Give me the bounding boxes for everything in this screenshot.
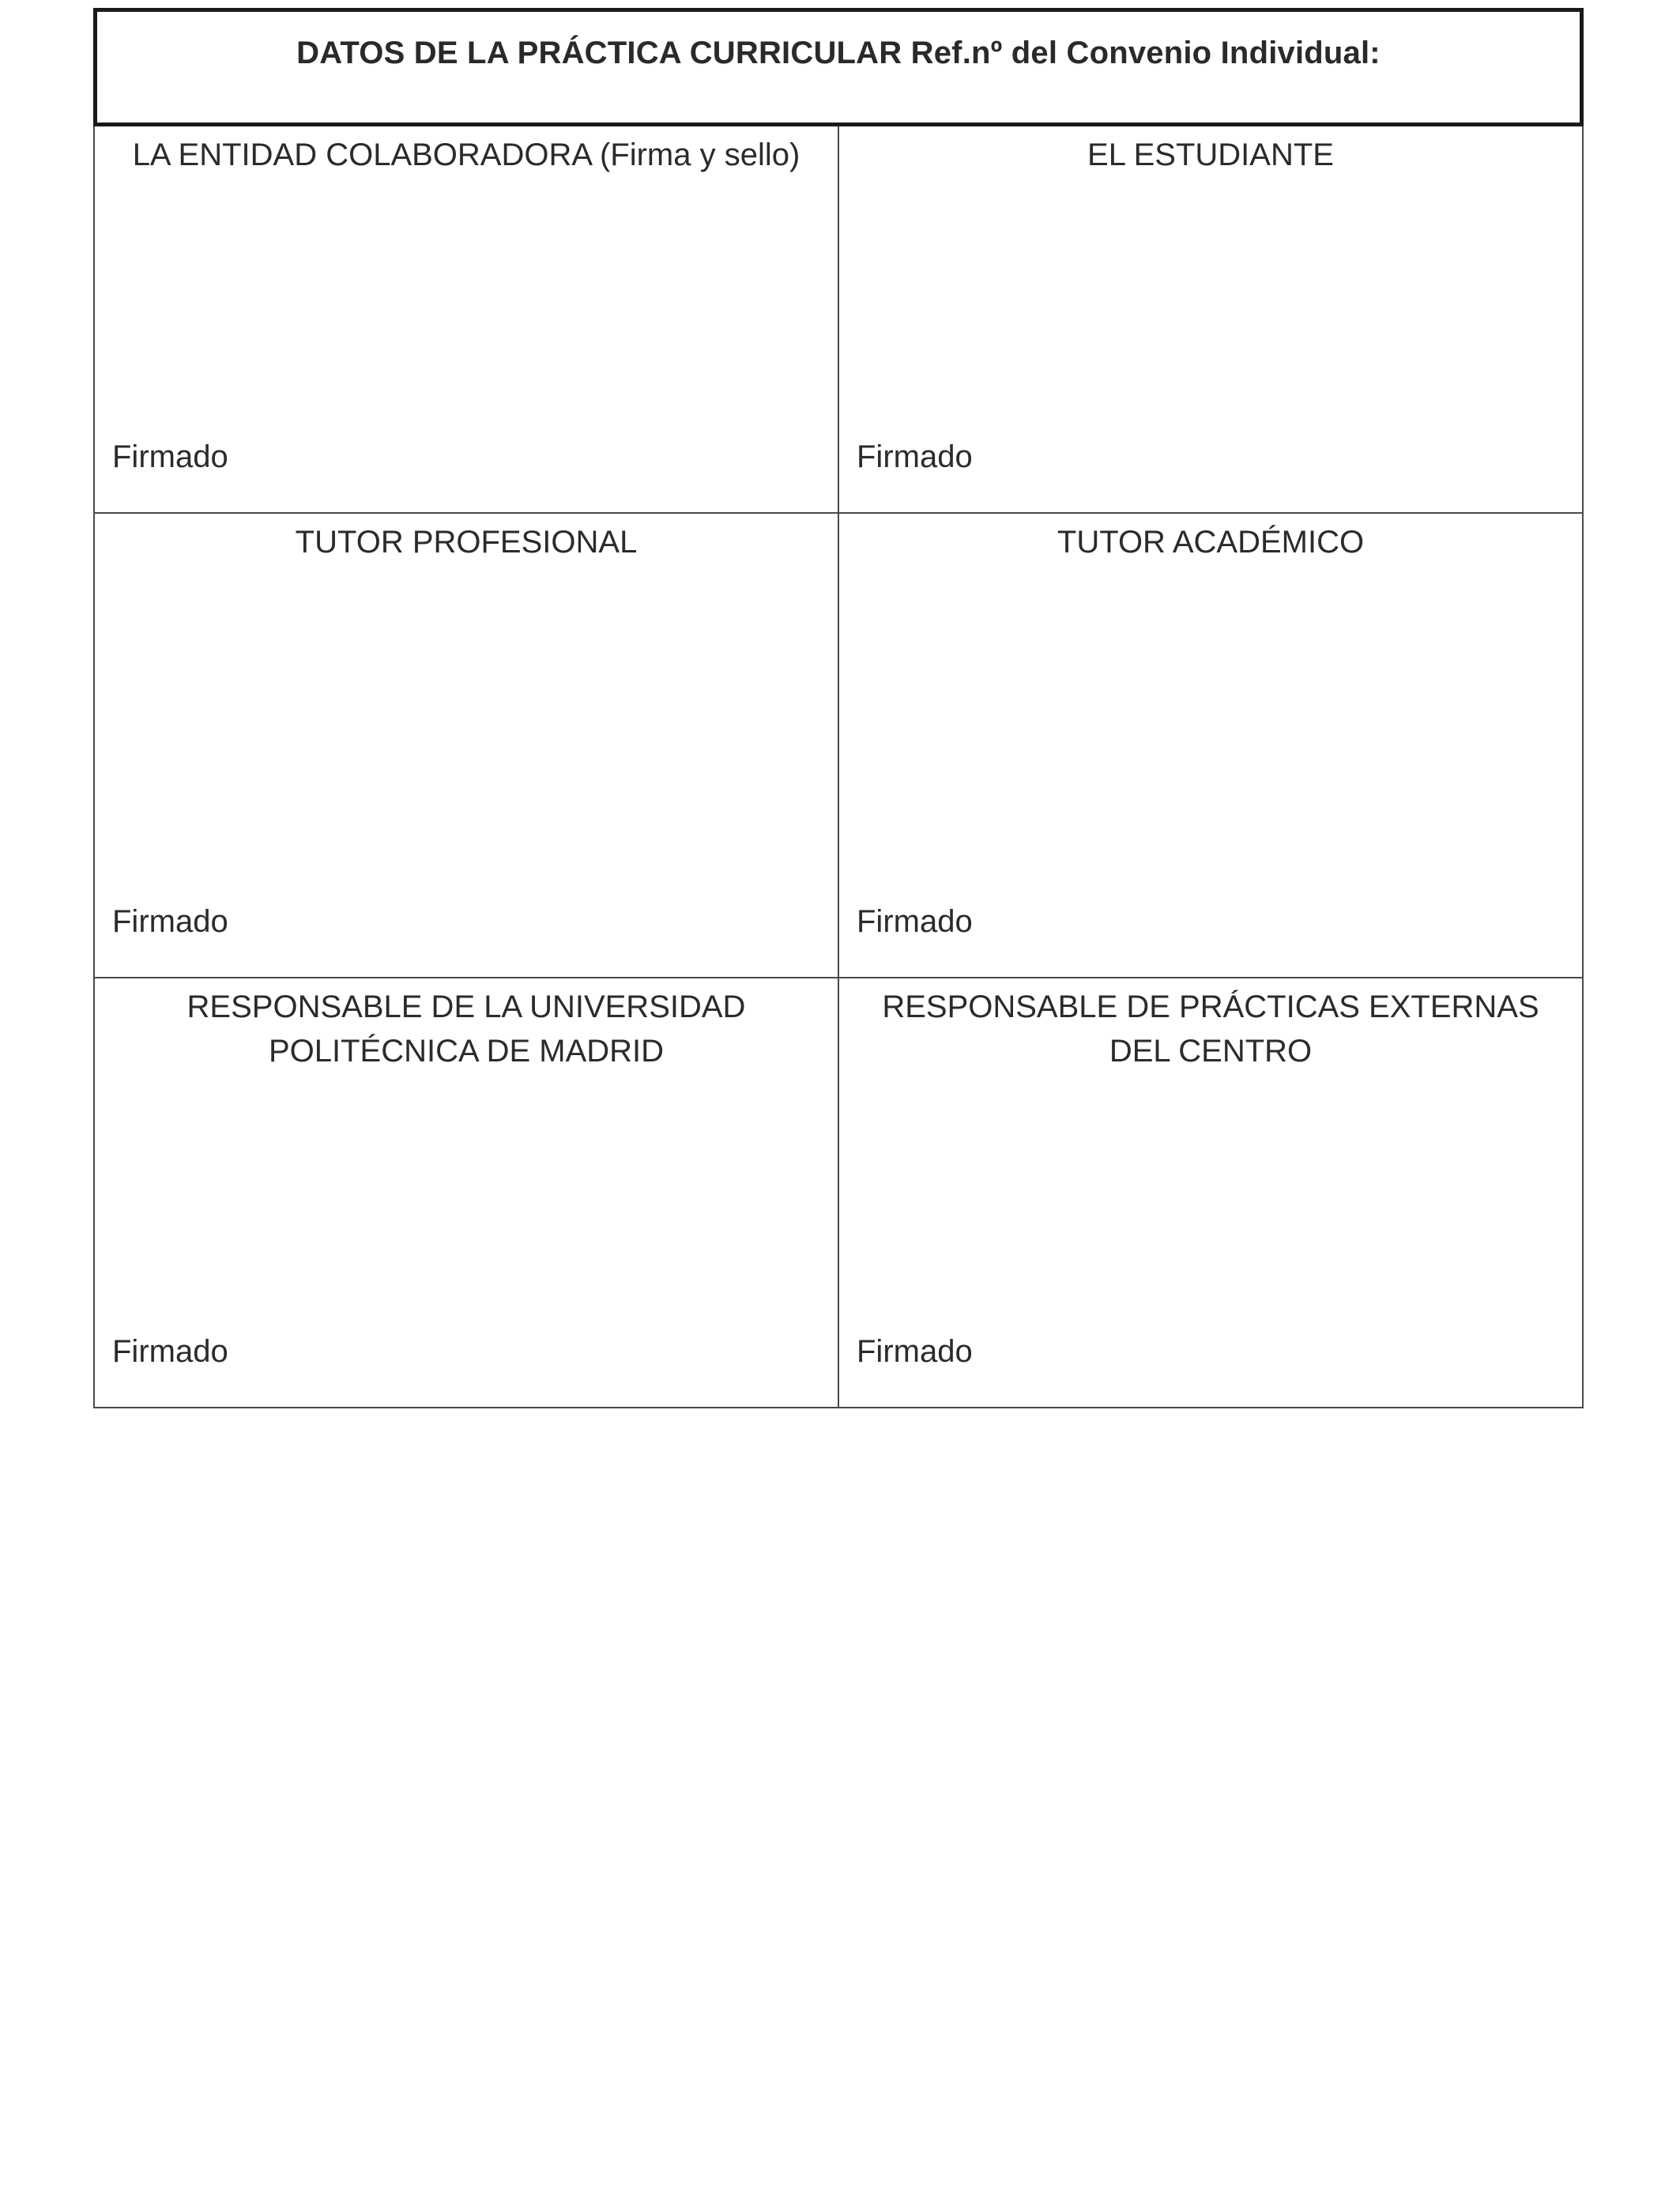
signed-label: Firmado bbox=[112, 904, 228, 939]
signature-cell-title: EL ESTUDIANTE bbox=[1087, 138, 1334, 172]
form-title: DATOS DE LA PRÁCTICA CURRICULAR Ref.nº del Convenio Individual: bbox=[296, 36, 1381, 70]
signature-cell-tutor-academico[interactable] bbox=[838, 513, 1583, 978]
signed-label: Firmado bbox=[857, 1334, 973, 1369]
signature-form bbox=[93, 8, 1584, 1408]
signature-row bbox=[94, 126, 1583, 513]
signature-cell-responsable-practicas[interactable] bbox=[838, 978, 1583, 1408]
signature-cell-title: TUTOR PROFESIONAL bbox=[295, 525, 638, 560]
signature-cell-title: RESPONSABLE DE LA UNIVERSIDAD POLITÉCNICA DE MADRID bbox=[186, 990, 746, 1069]
signed-label: Firmado bbox=[857, 904, 973, 939]
signed-label: Firmado bbox=[112, 439, 228, 474]
signature-cell-responsable-universidad[interactable] bbox=[94, 978, 838, 1408]
signature-cell-estudiante[interactable] bbox=[838, 126, 1583, 513]
signature-row bbox=[94, 513, 1583, 978]
signature-table bbox=[93, 126, 1584, 1408]
signature-row bbox=[94, 978, 1583, 1408]
signed-label: Firmado bbox=[857, 439, 973, 474]
signature-cell-tutor-profesional[interactable] bbox=[94, 513, 838, 978]
signature-cell-title: LA ENTIDAD COLABORADORA (Firma y sello) bbox=[132, 138, 800, 172]
signed-label: Firmado bbox=[112, 1334, 228, 1369]
signature-cell-entidad-colaboradora[interactable] bbox=[94, 126, 838, 513]
signature-cell-title: TUTOR ACADÉMICO bbox=[1057, 525, 1365, 560]
signature-cell-title: RESPONSABLE DE PRÁCTICAS EXTERNAS DEL CENTRO bbox=[882, 990, 1539, 1069]
form-header bbox=[93, 8, 1584, 126]
